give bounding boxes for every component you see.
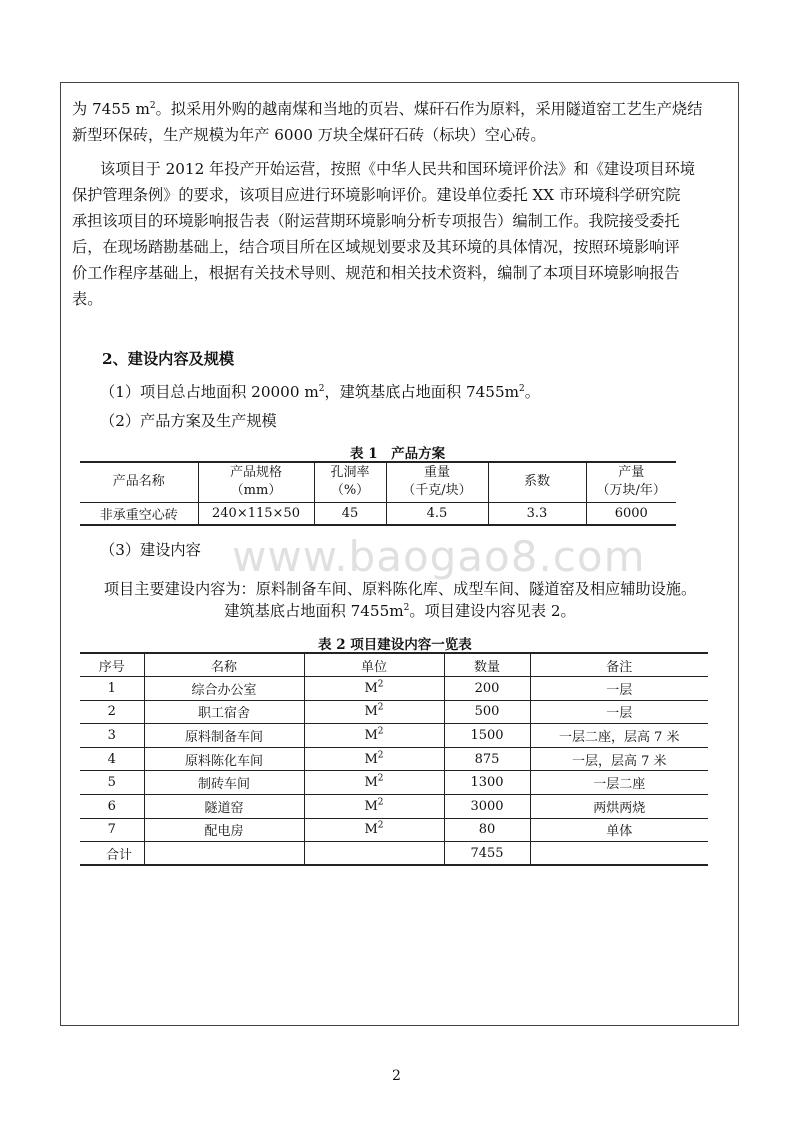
cell [304, 724, 444, 748]
paragraph-line: 后，在现场踏勘基础上，结合项目所在区域规划要求及其环境的具体情况，按照环境影响评 [72, 238, 680, 256]
cell-text: 2 [377, 726, 384, 737]
paragraph-line: 保护管理条例》的要求，该项目应进行环境影响评价。建设单位委托 XX 市环境科学研究院 [72, 186, 681, 204]
cell [304, 795, 444, 819]
table-row [80, 677, 708, 701]
cell: 3 [80, 724, 144, 748]
cell: 5 [80, 771, 144, 795]
paragraph-line: 项目主要建设内容为：原料制备车间、原料陈化库、成型车间、隧道窑及相应辅助设施。 [103, 580, 697, 598]
section-heading: 2、建设内容及规模 [102, 350, 235, 368]
cell: 两烘两烧 [530, 795, 708, 819]
paragraph-line: 表。 [72, 290, 103, 308]
superscript: 2 [318, 383, 325, 394]
table-row [80, 724, 708, 748]
cell [304, 842, 444, 866]
cell: 80 [444, 818, 530, 842]
cell: 原料陈化车间 [144, 747, 304, 771]
item-1 [72, 379, 732, 405]
table-total-row [80, 842, 708, 866]
cell: 1 [80, 677, 144, 701]
cell: 非承重空心砖 [99, 507, 178, 523]
header-unit: 单位 [304, 653, 444, 677]
paragraph-line: 该项目于 2012 年投产开始运营，按照《中华人民共和国环境评价法》和《建设项目环境 [100, 160, 696, 178]
paragraph-line: 价工作程序基础上，根据有关技术导则、规范和相关技术资料，编制了本项目环境影响报告 [72, 264, 680, 282]
cell-text: M [364, 775, 378, 791]
header-output [586, 462, 676, 502]
cell: 一层 [530, 700, 708, 724]
cell: 2 [80, 700, 144, 724]
cell: 45 [314, 502, 386, 525]
table-row [80, 700, 708, 724]
background-paragraph [72, 156, 732, 312]
cell: 200 [444, 677, 530, 701]
cell: 一层，层高 7 米 [530, 747, 708, 771]
cell [304, 747, 444, 771]
cell-text: 产量 [618, 465, 645, 481]
content-paragraph [60, 578, 740, 622]
table-row [80, 795, 708, 819]
cell: 一层二座，层高 7 米 [530, 724, 708, 748]
cell: 单体 [530, 818, 708, 842]
header-index: 序号 [80, 653, 144, 677]
cell [144, 842, 304, 866]
table-row [80, 771, 708, 795]
cell-text: （万块/年） [596, 483, 666, 499]
item-text: 。 [524, 383, 540, 401]
header-spec [198, 462, 314, 502]
cell: 6000 [586, 502, 676, 525]
cell: 240×115×50 [198, 502, 314, 525]
header-quantity: 数量 [444, 653, 530, 677]
paragraph-line: 承担该项目的环境影响报告表（附运营期环境影响分析专项报告）编制工作。我院接受委托 [72, 212, 680, 230]
item-text: （1）项目总占地面积 20000 m [100, 383, 319, 401]
cell-text: 2 [377, 773, 384, 784]
header-remark: 备注 [530, 653, 708, 677]
item-3: （3）建设内容 [100, 541, 201, 559]
cell-text: M [364, 680, 378, 696]
cell [304, 700, 444, 724]
watermark: www.baogao8.com [232, 532, 646, 581]
cell [304, 677, 444, 701]
cell: 3000 [444, 795, 530, 819]
cell: 4 [80, 747, 144, 771]
cell-text: 2 [377, 821, 384, 832]
item-text: ，建筑基底占地面积 7455m [324, 383, 520, 401]
header-product-name [80, 462, 198, 502]
table-row [80, 818, 708, 842]
superscript: 2 [519, 383, 525, 394]
product-table [80, 461, 676, 526]
cell-text: 2 [377, 703, 384, 714]
cell: 4.5 [386, 502, 488, 525]
cell: 1300 [444, 771, 530, 795]
cell: 3.3 [488, 502, 586, 525]
cell: 原料制备车间 [144, 724, 304, 748]
paragraph-text: 。项目建设内容见表 2。 [409, 602, 576, 620]
cell: 7455 [444, 842, 530, 866]
intro-text: 新型环保砖，生产规模为年产 6000 万块全煤矸石砖（标块）空心砖。 [72, 126, 546, 144]
cell-text: 2 [377, 750, 384, 761]
cell-text: M [364, 798, 378, 814]
header-porosity [314, 462, 386, 502]
superscript: 2 [403, 602, 410, 613]
cell-text: 系数 [523, 474, 550, 490]
header-name: 名称 [144, 653, 304, 677]
cell: 7 [80, 818, 144, 842]
intro-text: 。拟采用外购的越南煤和当地的页岩、煤矸石作为原料，采用隧道窑工艺生产烧结 [155, 100, 703, 118]
page-number: 2 [392, 1068, 401, 1084]
cell-text: （%） [330, 483, 370, 499]
cell: 875 [444, 747, 530, 771]
item-2: （2）产品方案及生产规模 [100, 412, 277, 430]
paragraph-text: 建筑基底占地面积 7455m [224, 602, 404, 620]
construction-table [80, 652, 708, 866]
cell: 制砖车间 [144, 771, 304, 795]
table2-caption: 表 2 项目建设内容一览表 [318, 637, 472, 653]
table-header-row [80, 462, 676, 502]
cell: 6 [80, 795, 144, 819]
table-row [80, 502, 676, 525]
table1-caption: 表 1 产品方案 [350, 446, 446, 462]
cell-text: 2 [377, 797, 384, 808]
cell: 配电房 [144, 818, 304, 842]
superscript: 2 [149, 100, 156, 111]
cell: 一层 [530, 677, 708, 701]
cell-text: M [364, 728, 378, 744]
cell [304, 818, 444, 842]
intro-paragraph [72, 96, 732, 148]
table-row [80, 747, 708, 771]
cell: 隧道窑 [144, 795, 304, 819]
cell [304, 771, 444, 795]
cell-text: 孔洞率 [330, 465, 370, 481]
cell: 职工宿舍 [144, 700, 304, 724]
cell-text: M [364, 704, 378, 720]
cell: 500 [444, 700, 530, 724]
header-coefficient [488, 462, 586, 502]
cell-text: 产品名称 [112, 474, 165, 490]
cell-text: 重量 [423, 465, 450, 481]
intro-text: 为 7455 m [72, 100, 150, 118]
cell-text: M [364, 822, 378, 838]
cell: 合计 [106, 847, 133, 863]
table-header-row [80, 653, 708, 677]
cell [530, 842, 708, 866]
cell-text: 产品规格 [229, 465, 282, 481]
cell: 一层二座 [530, 771, 708, 795]
cell-text: （千克/块） [402, 483, 472, 499]
cell-text: 2 [377, 679, 384, 690]
cell: 1500 [444, 724, 530, 748]
cell: 综合办公室 [144, 677, 304, 701]
cell-text: M [364, 751, 378, 767]
header-weight [386, 462, 488, 502]
cell-text: （mm） [230, 483, 282, 499]
